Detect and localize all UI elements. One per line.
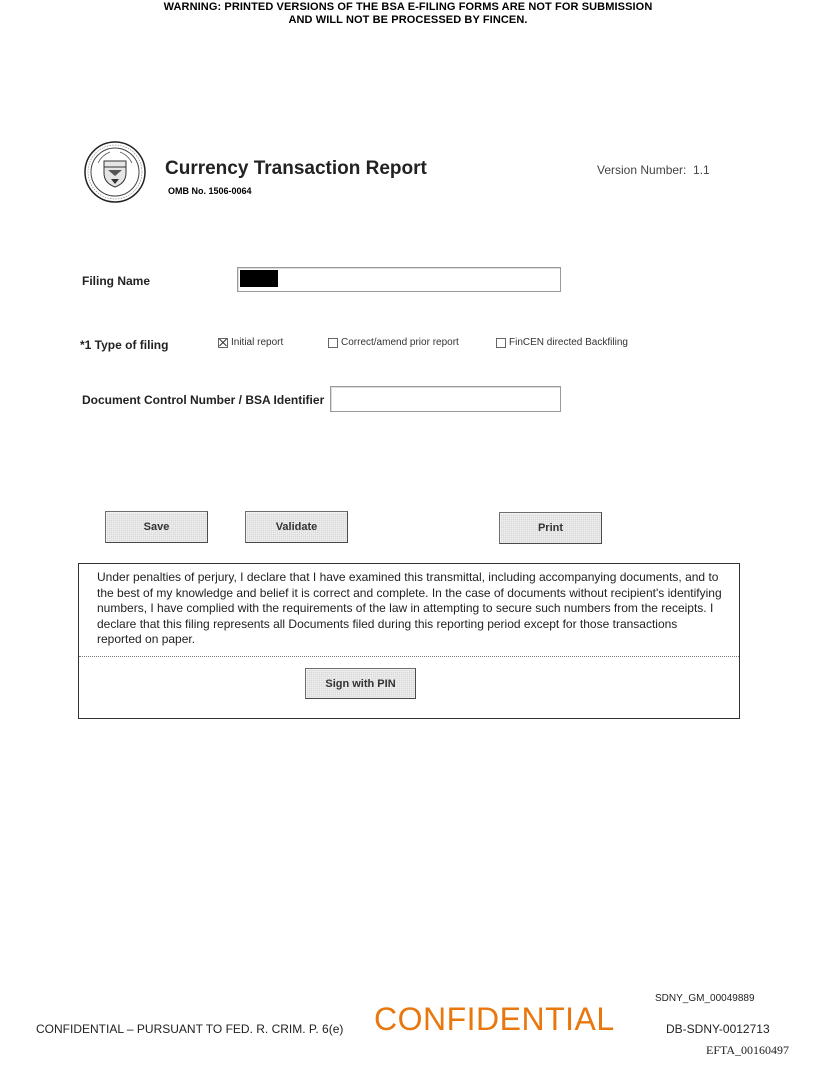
initial-report-checkbox[interactable]	[218, 338, 228, 348]
dcn-label: Document Control Number / BSA Identifier	[82, 393, 325, 407]
print-warning-banner	[0, 1, 816, 27]
confidential-stamp: CONFIDENTIAL	[374, 1001, 615, 1037]
confidential-notice: CONFIDENTIAL – PURSUANT TO FED. R. CRIM. P. 6(e)	[36, 1022, 344, 1036]
perjury-statement: Under penalties of perjury, I declare that I have examined this transmittal, including accompanying documents, and to the best of my knowledge and belief it is correct and complete. In the case of documents without recipient's identifying numbers, I have complied with the requirements of the law in attempting to secure such numbers from the receipts. I declare that this filing represents all Documents filed during this reporting period except for those transactions reported on paper.	[97, 570, 722, 646]
print-button[interactable]: Print	[499, 512, 602, 544]
omb-number: OMB No. 1506-0064	[168, 186, 252, 196]
warning-line-2: AND WILL NOT BE PROCESSED BY FINCEN.	[288, 14, 528, 26]
save-button[interactable]: Save	[105, 511, 208, 543]
option-fincen-backfiling[interactable]	[496, 337, 628, 348]
warning-line-1: WARNING: PRINTED VERSIONS OF THE BSA E-FILING FORMS ARE NOT FOR SUBMISSION	[163, 1, 653, 13]
version-label: Version Number:	[597, 163, 687, 177]
fincen-backfiling-checkbox[interactable]	[496, 338, 506, 348]
version-value: 1.1	[693, 163, 710, 177]
treasury-seal-icon	[84, 141, 146, 203]
type-of-filing-label: *1 Type of filing	[80, 338, 169, 352]
bates-db-sdny: DB-SDNY-0012713	[666, 1022, 770, 1036]
version-number	[597, 163, 710, 177]
fincen-backfiling-label: FinCEN directed Backfiling	[509, 337, 628, 348]
redaction-block	[240, 270, 278, 287]
sign-with-pin-button[interactable]: Sign with PIN	[305, 668, 416, 699]
option-initial-report[interactable]	[218, 337, 283, 348]
efta-number: EFTA_00160497	[706, 1043, 790, 1057]
correct-amend-checkbox[interactable]	[328, 338, 338, 348]
filing-name-label: Filing Name	[82, 274, 151, 288]
filing-name-input[interactable]	[237, 267, 561, 292]
page-title: Currency Transaction Report	[165, 158, 427, 179]
initial-report-label: Initial report	[231, 337, 284, 348]
bates-sdny-gm: SDNY_GM_00049889	[655, 993, 755, 1004]
correct-amend-label: Correct/amend prior report	[341, 337, 459, 348]
validate-button[interactable]: Validate	[245, 511, 348, 543]
dcn-input[interactable]	[330, 386, 561, 412]
option-correct-amend[interactable]	[328, 337, 459, 348]
divider	[79, 656, 739, 657]
